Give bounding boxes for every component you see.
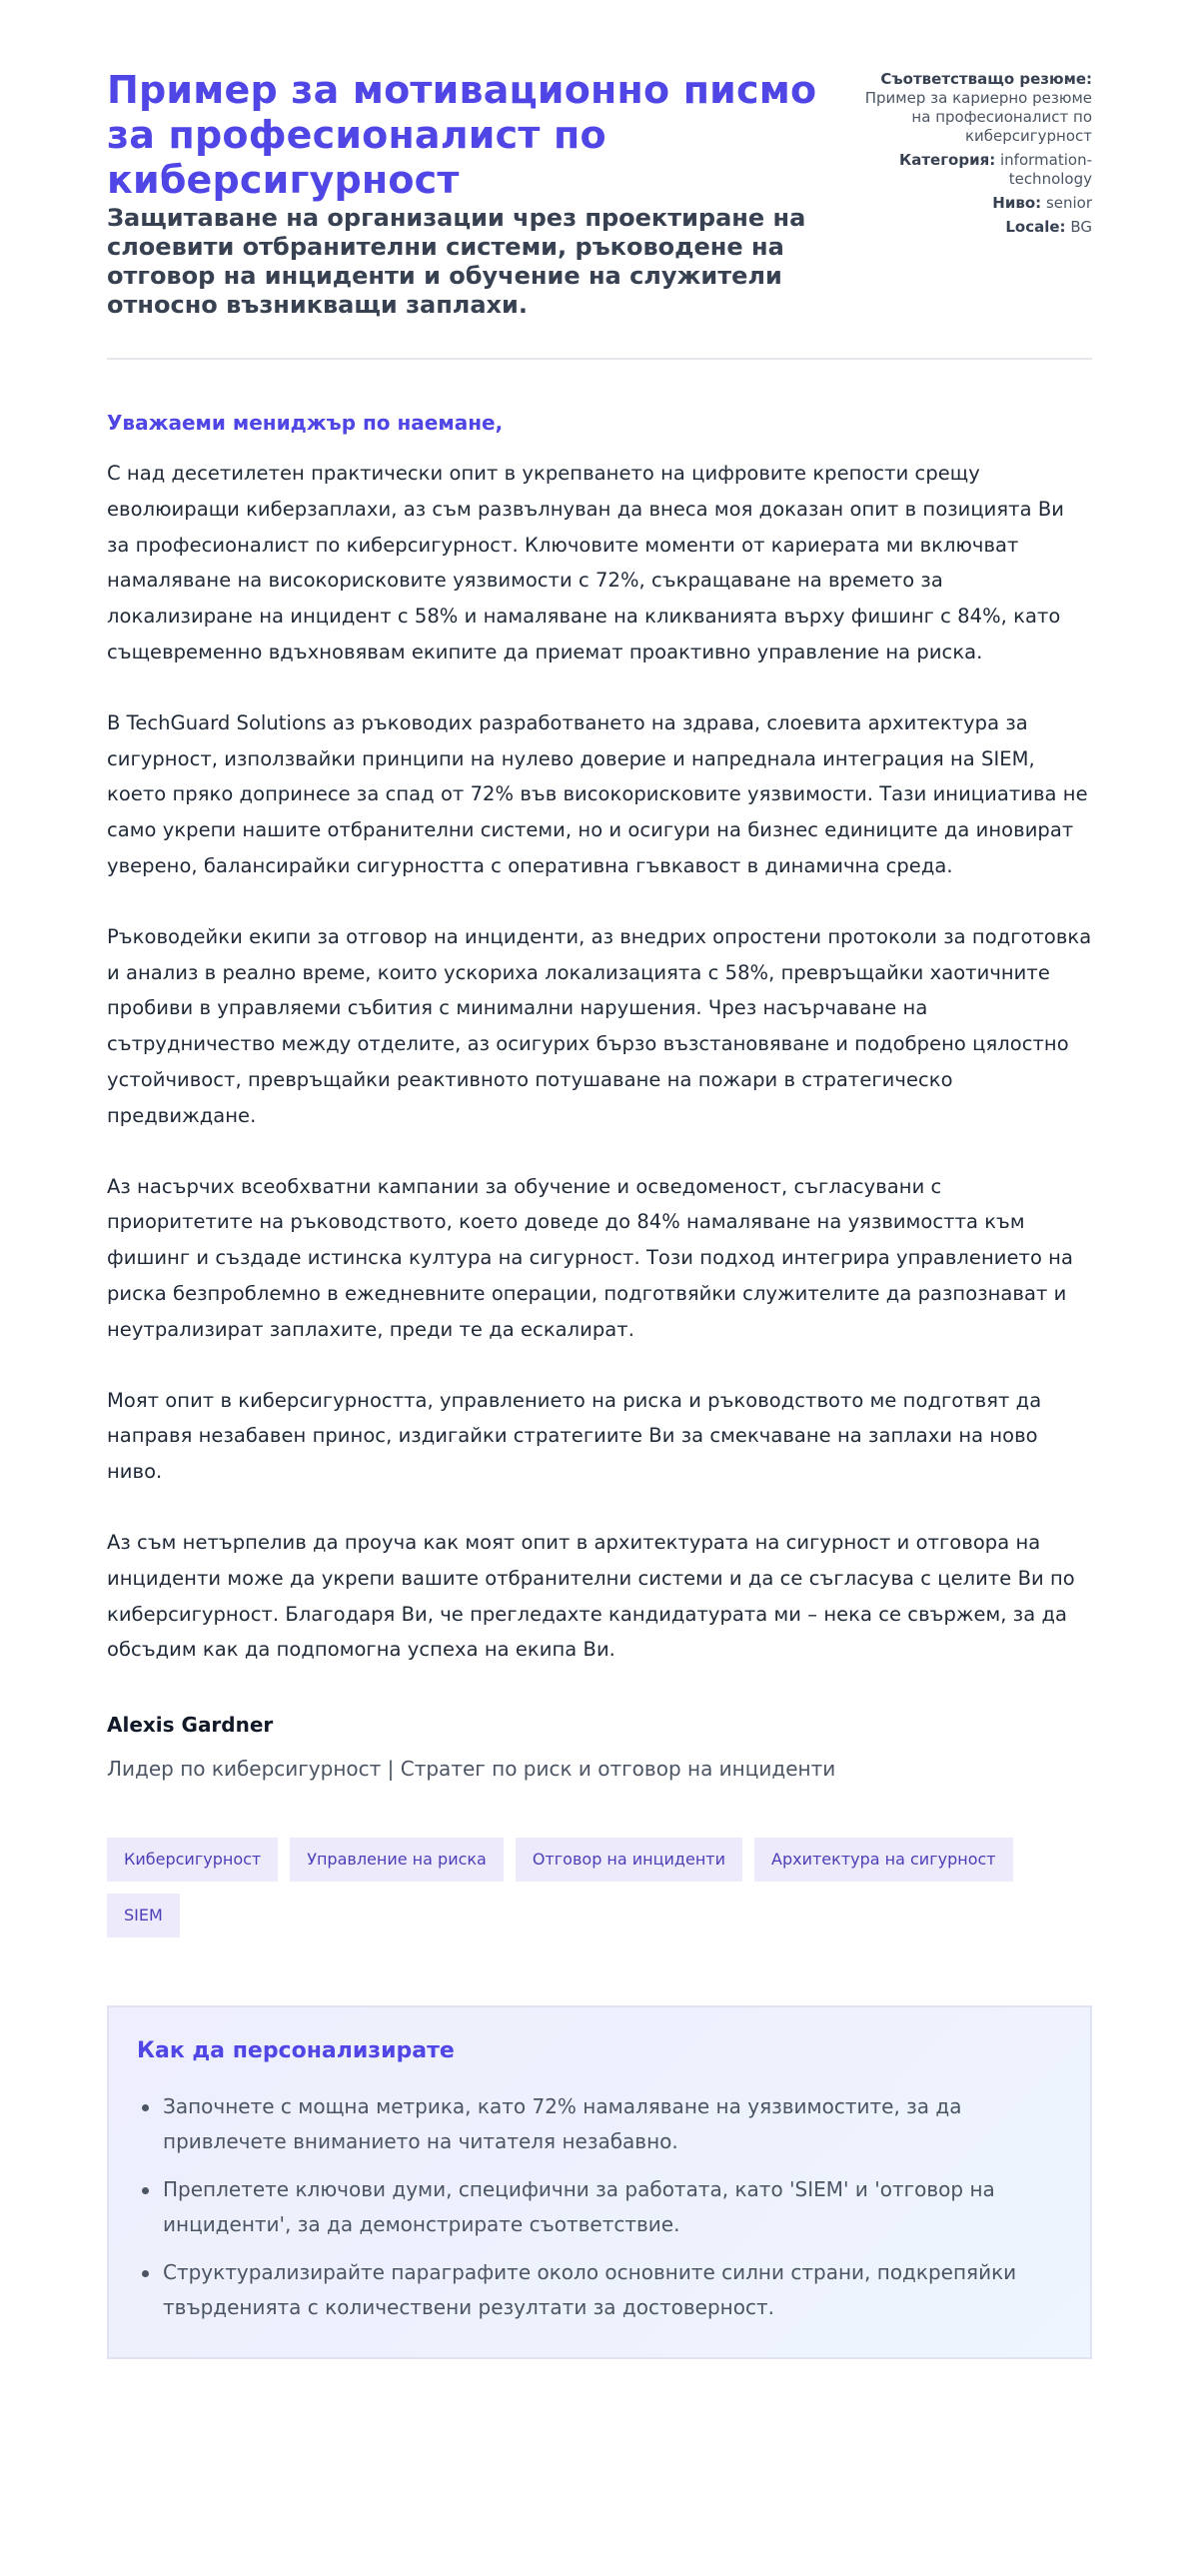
tip-text: Започнете с мощна метрика, като 72% намаляване на уязвимостите, за да привлечете вниманието на читателя незабавно. [163, 2094, 962, 2154]
meta-level [862, 194, 1092, 213]
page-subtitle: Защитаване на организации чрез проектиране на слоевити отбранителни системи, ръководене на отговор на инциденти и обучение на служители относно възникващи заплахи. [107, 204, 806, 319]
tag[interactable]: Киберсигурност [107, 1838, 278, 1882]
cover-letter-page [107, 0, 1092, 2359]
signature [107, 1712, 1092, 1782]
tips-title: Как да персонализирате [137, 2038, 455, 2064]
page-title: Пример за мотивационно писмо за професионалист по киберсигурност [107, 68, 817, 202]
salutation: Уважаеми мениджър по наемане, [107, 411, 504, 435]
tag-list [107, 1838, 1092, 1937]
tip-item [137, 2172, 1062, 2242]
tag[interactable]: Отговор на инциденти [516, 1838, 742, 1882]
meta-value: information-technology [1000, 151, 1092, 188]
meta-category [862, 151, 1092, 189]
tips-list [137, 2089, 1062, 2325]
bullet-icon [142, 2270, 149, 2277]
meta-locale [862, 218, 1092, 237]
letter-content [107, 410, 1092, 1782]
header-titles [107, 68, 846, 320]
tip-item [137, 2089, 1062, 2159]
meta-value: BG [1070, 218, 1092, 236]
meta-panel [862, 68, 1092, 242]
meta-key: Категория: [898, 151, 996, 169]
meta-value: Пример за кариерно резюме на професионалист по киберсигурност [864, 89, 1092, 145]
meta-key: Locale: [1005, 218, 1066, 236]
letter-paragraph: Аз насърчих всеобхватни кампании за обучение и осведоменост, съгласувани с приоритетите на ръководството, което доведе до 84% намаляване на уязвимостта към фишинг и създаде истинска култура на сигурност. Този подход интегрира управлението на риска безпроблемно в ежедневните операции, подготвяйки служителите да разпознават и неутрализират заплахите, преди те да ескалират. [107, 1174, 1073, 1341]
letter-paragraph: Аз съм нетърпелив да проуча как моят опит в архитектурата на сигурност и отговора на инциденти може да укрепи вашите отбранителни системи и да се съгласува с целите Ви по киберсигурност. Благодаря Ви, че прегледахте кандидатурата ми – нека се свържем, за да обсъдим как да подпомогна успеха на екипа Ви. [107, 1530, 1075, 1662]
letter-body [107, 456, 1092, 1668]
tip-text: Структурализирайте параграфите около основните силни страни, подкрепяйки твърденията с количествени резултати за достоверност. [163, 2260, 1017, 2320]
tip-text: Преплетете ключови думи, специфични за работата, като 'SIEM' и 'отговор на инциденти', за да демонстрирате съответствие. [163, 2177, 995, 2237]
meta-key: Съответстващо резюме: [880, 70, 1092, 88]
letter-paragraph: Ръководейки екипи за отговор на инциденти, аз внедрих опростени протоколи за подготовка и анализ в реално време, които ускориха локализацията с 58%, превръщайки хаотичните пробиви в управляеми събития с минимални нарушения. Чрез насърчаване на сътрудничество между отделите, аз осигурих бързо възстановяване и подобрено цялостно устойчивост, превръщайки реактивното потушаване на пожари в стратегическо предвиждане. [107, 924, 1092, 1127]
meta-value: senior [1045, 194, 1092, 212]
signature-role: Лидер по киберсигурност | Стратег по риск и отговор на инциденти [107, 1757, 836, 1782]
bullet-icon [142, 2187, 149, 2194]
meta-key: Ниво: [992, 194, 1042, 212]
letter-paragraph: В TechGuard Solutions аз ръководих разработването на здрава, слоевита архитектура за сигурност, използвайки принципи на нулево доверие и напреднала интеграция на SIEM, което пряко допринесе за спад от 72% във високорисковите уязвимости. Тази инициатива не само укрепи нашите отбранителни системи, но и осигури на бизнес единиците да иновират уверено, балансирайки сигурността с оперативна гъвкавост в динамична среда. [107, 710, 1088, 877]
letter-paragraph: С над десетилетен практически опит в укрепването на цифровите крепости срещу еволюиращи киберзаплахи, аз съм развълнуван да внеса моя доказан опит в позицията Ви за професионалист по киберсигурност. Ключовите моменти от кариерата ми включват намаляване на високорисковите уязвимости с 72%, съкращаване на времето за локализиране на инцидент с 58% и намаляване на кликванията върху фишинг с 84%, като същевременно вдъхновявам екипите да приемат проактивно управление на риска. [107, 462, 1064, 663]
customization-tips-box [107, 2005, 1092, 2359]
tip-item [137, 2255, 1062, 2325]
signature-name: Alexis Gardner [107, 1713, 274, 1738]
bullet-icon [142, 2104, 149, 2111]
page-header [107, 68, 1092, 360]
meta-matching-resume [862, 70, 1092, 146]
tag[interactable]: Архитектура на сигурност [754, 1838, 1013, 1882]
letter-paragraph: Моят опит в киберсигурността, управлението на риска и ръководството ме подготвят да направя незабавен принос, издигайки стратегиите Ви за смекчаване на заплахи на ново ниво. [107, 1388, 1042, 1484]
tag[interactable]: SIEM [107, 1894, 180, 1937]
tag[interactable]: Управление на риска [290, 1838, 504, 1882]
